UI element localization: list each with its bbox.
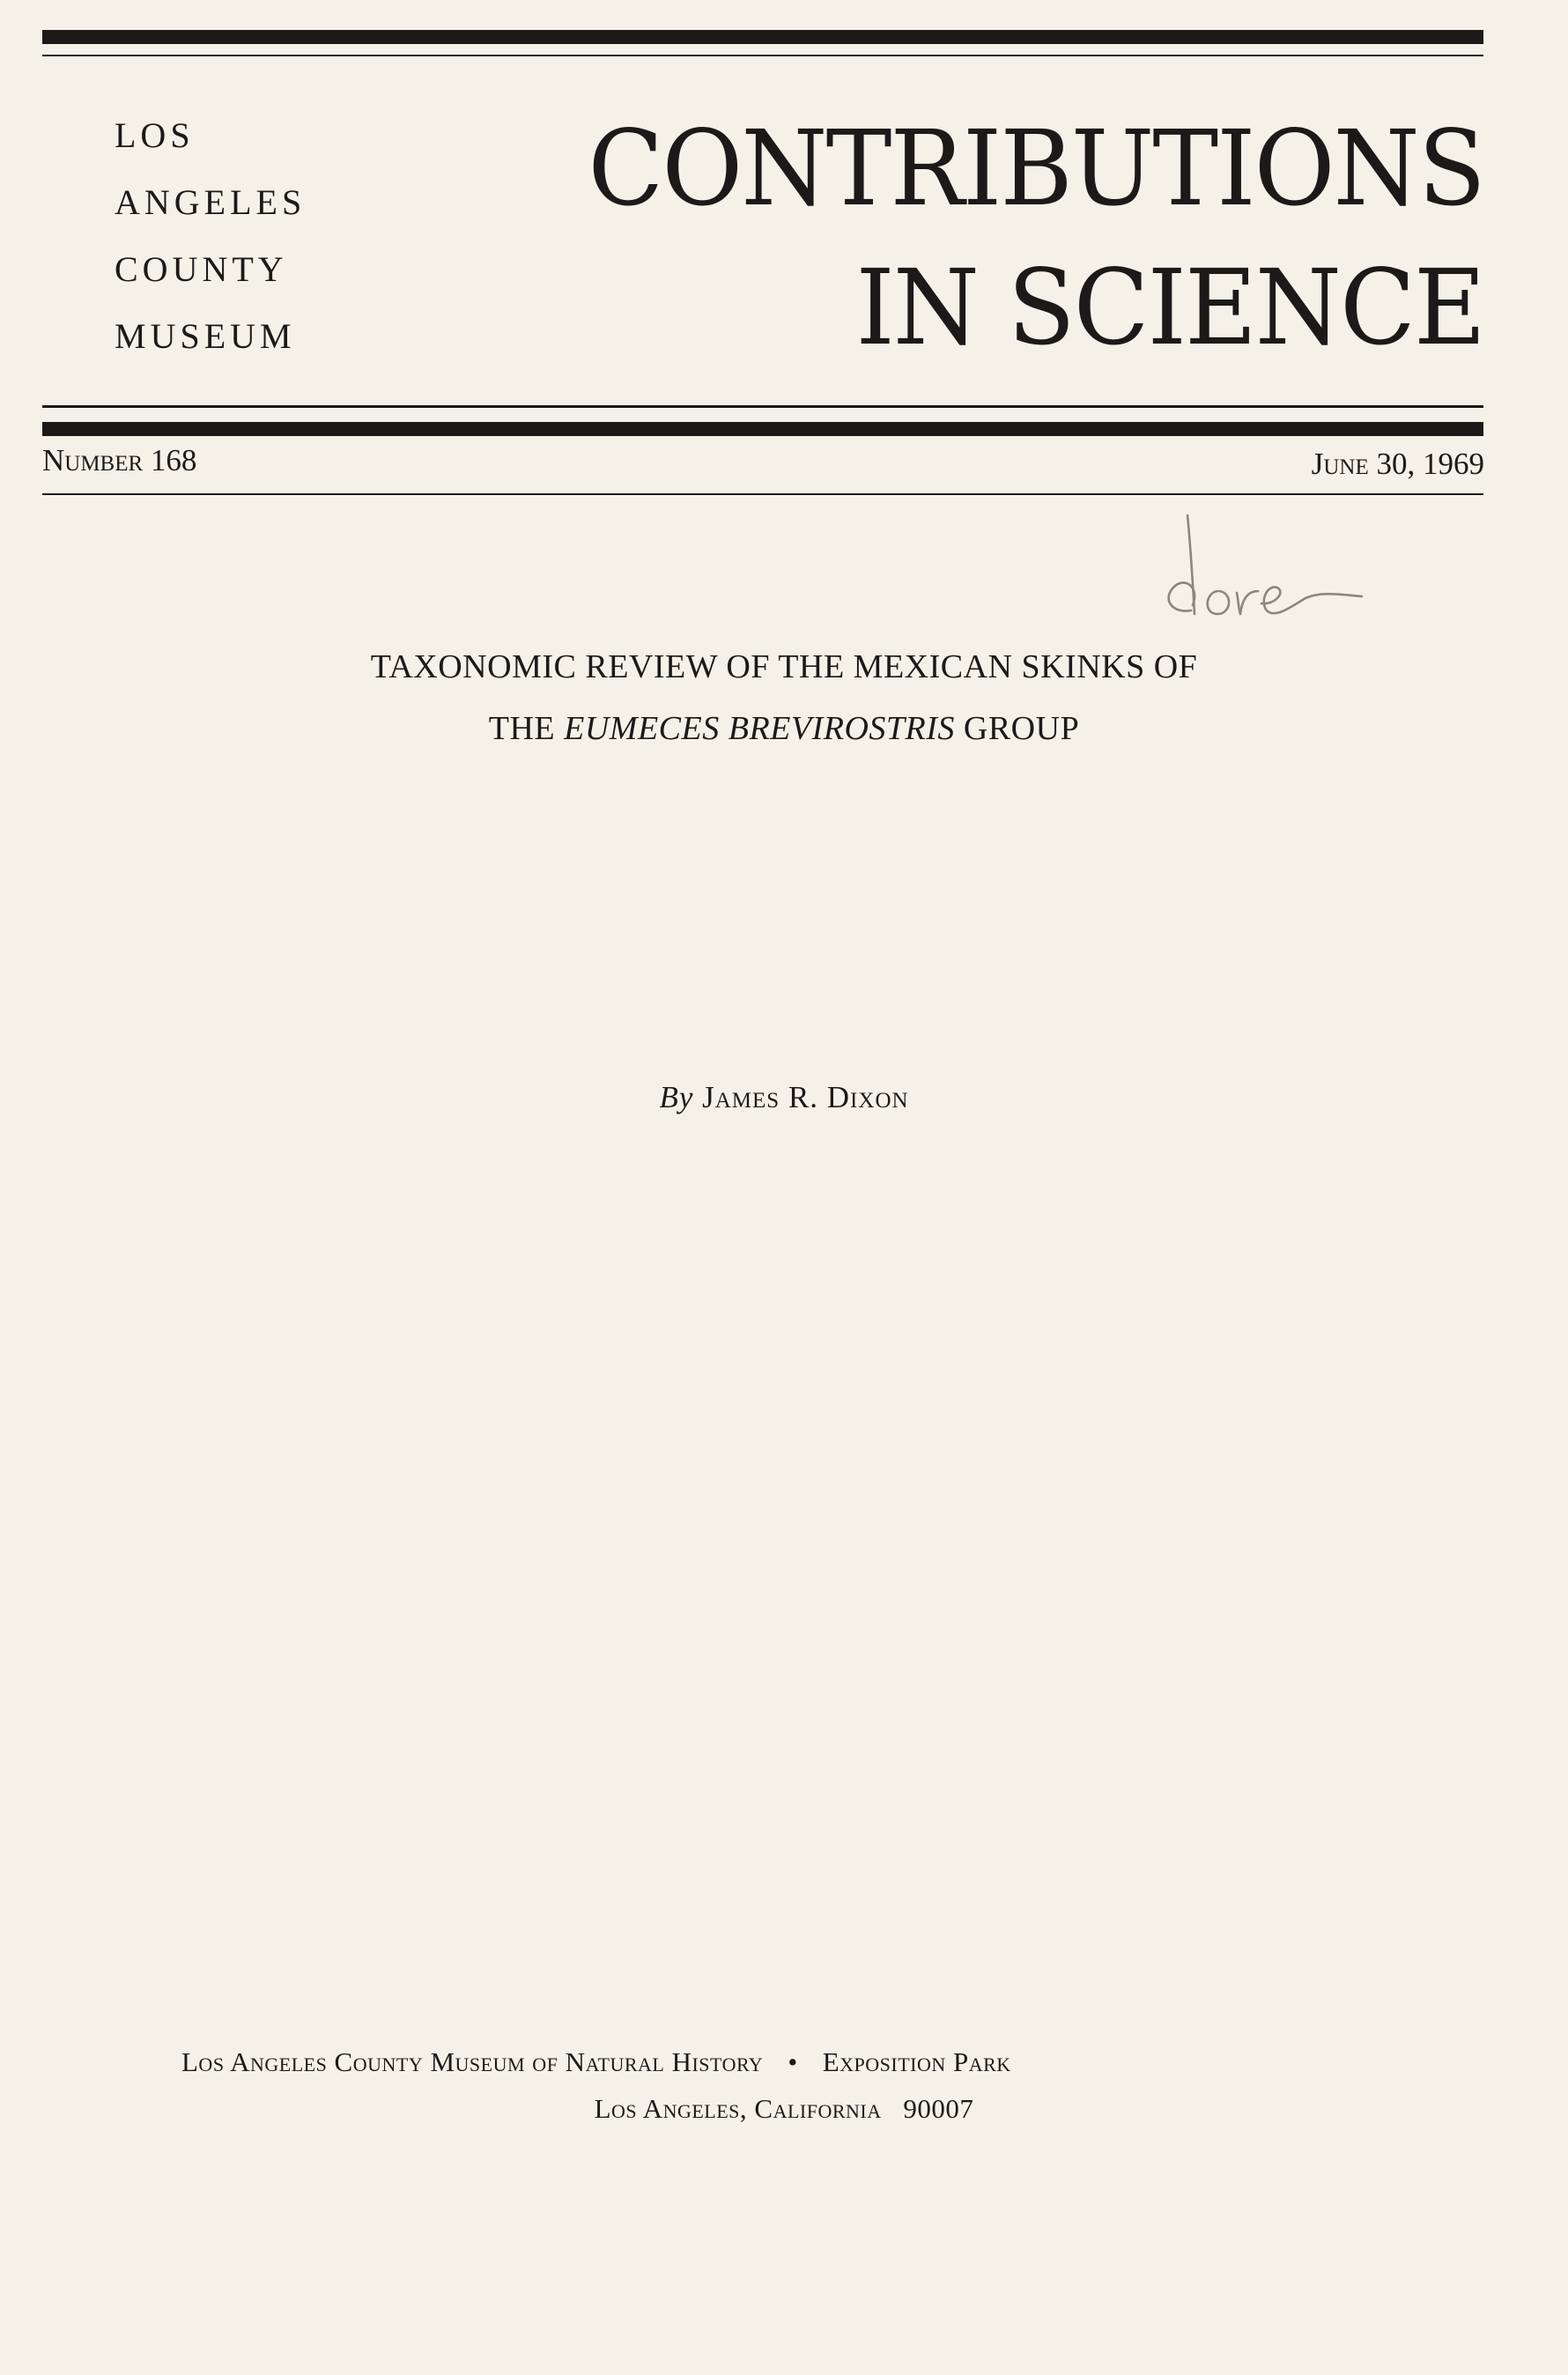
publisher-institution: Los Angeles County Museum of Natural History (181, 2046, 764, 2077)
author-name: James R. Dixon (702, 1080, 909, 1114)
taxon-name: EUMECES BREVIROSTRIS (564, 710, 955, 747)
issue-info-rule (42, 493, 1483, 495)
museum-name-line: ANGELES (115, 182, 307, 222)
masthead-title-line-2: IN SCIENCE (855, 247, 1484, 368)
museum-name-line: COUNTY (115, 249, 288, 289)
title-prefix: THE (488, 710, 565, 747)
top-thick-rule (42, 30, 1483, 44)
byline-prefix: By (659, 1080, 694, 1114)
issue-number: Number 168 (42, 443, 197, 477)
handwritten-note (1145, 507, 1374, 639)
issue-date: June 30, 1969 (1311, 447, 1484, 481)
article-title-line-2 (0, 709, 1568, 748)
masthead-thin-rule (42, 405, 1483, 408)
publisher-city: Los Angeles, California 90007 (594, 2093, 974, 2124)
title-suffix: GROUP (954, 710, 1080, 747)
masthead-thick-rule (42, 422, 1483, 436)
museum-name-block (115, 102, 306, 370)
publisher-location: Exposition Park (822, 2046, 1011, 2077)
museum-name-line: LOS (115, 115, 195, 155)
masthead-title-line-1: CONTRIBUTIONS (588, 107, 1484, 229)
byline (0, 1080, 1568, 1115)
article-title-line-1: TAXONOMIC REVIEW OF THE MEXICAN SKINKS OF (370, 648, 1198, 685)
museum-name-line: MUSEUM (115, 316, 296, 356)
separator-dot: • (788, 2046, 798, 2077)
publisher-line (181, 2046, 1011, 2078)
top-thin-rule (42, 55, 1483, 56)
